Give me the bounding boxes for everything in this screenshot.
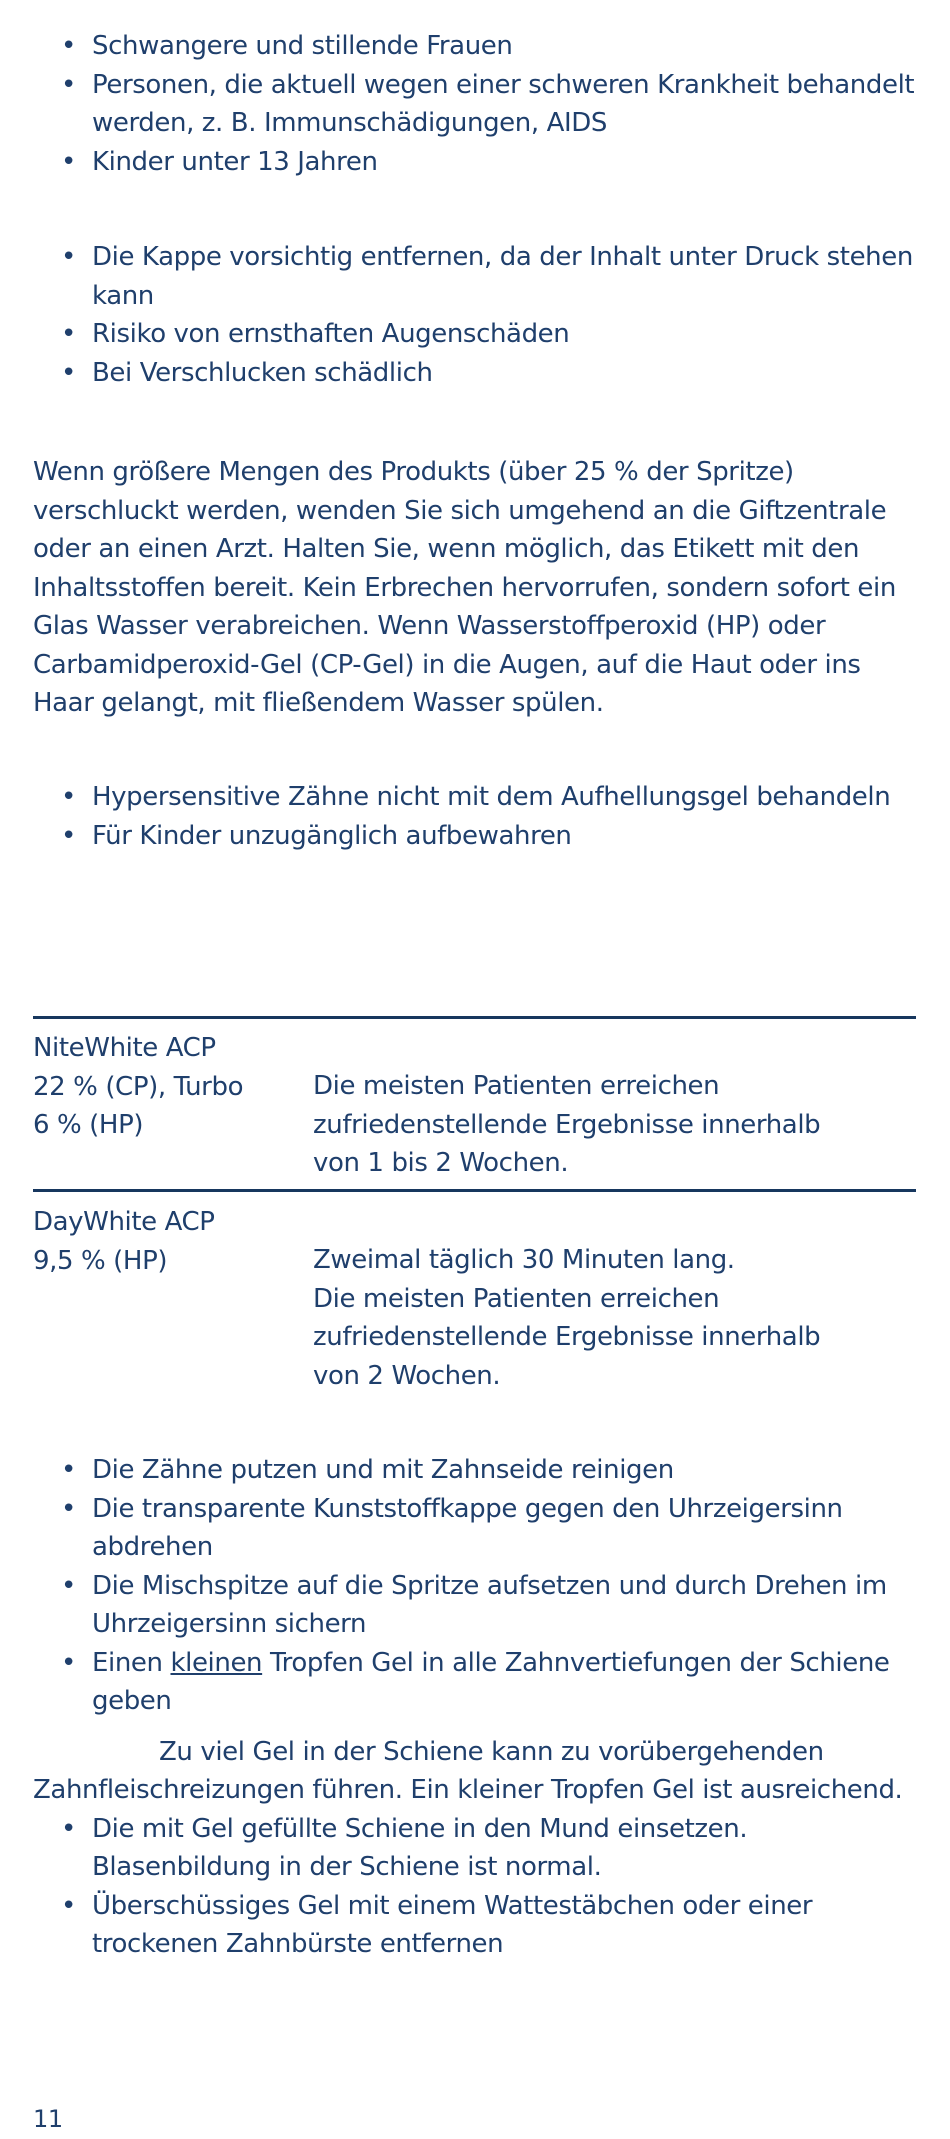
- list-item: • Die Kappe vorsichtig entfernen, da der Inhalt unter Druck stehen kann: [33, 238, 917, 315]
- description-line: Die meisten Patienten erreichen: [313, 1283, 720, 1314]
- note-text: Zu viel Gel in der Schiene kann zu vorübergehenden Zahnfleischreizungen führen. Ein kleiner Tropfen Gel ist ausreichend.: [33, 1736, 903, 1805]
- list-item: • Risiko von ernsthaften Augenschäden: [33, 315, 917, 354]
- warnings-list: [33, 238, 917, 392]
- list-item: • Schwangere und stillende Frauen: [33, 27, 917, 66]
- emphasized-word: kleinen: [170, 1647, 263, 1678]
- list-item: • Personen, die aktuell wegen einer schweren Krankheit behandelt werden, z. B. Immunschädigungen, AIDS: [33, 66, 917, 143]
- table-row-1-description: [313, 1067, 820, 1183]
- precautions-list: [33, 778, 917, 855]
- list-item-text: Einen: [92, 1647, 171, 1678]
- list-item: • Kinder unter 13 Jahren: [33, 143, 917, 182]
- description-line: zufriedenstellende Ergebnisse innerhalb: [313, 1109, 821, 1140]
- table-row-divider: [33, 1189, 916, 1192]
- product-name: NiteWhite ACP: [33, 1033, 216, 1063]
- contraindications-list-block: [33, 27, 917, 181]
- description-line: von 1 bis 2 Wochen.: [313, 1148, 569, 1178]
- instructions-list-continued: [33, 1810, 917, 1964]
- table-row-1-product: [33, 1029, 243, 1145]
- first-aid-paragraph-block: [33, 453, 917, 723]
- list-item: • Hypersensitive Zähne nicht mit dem Aufhellungsgel behandeln: [33, 778, 917, 817]
- description-line: von 2 Wochen.: [313, 1360, 501, 1391]
- warnings-list-block: [33, 238, 917, 392]
- product-concentration: 22 % (CP), Turbo: [33, 1071, 244, 1102]
- first-aid-paragraph: Wenn größere Mengen des Produkts (über 25 % der Spritze) verschluckt werden, wenden Sie sich umgehend an die Giftzentrale oder an einen Arzt. Halten Sie, wenn möglich, das Etikett mit den Inhaltsstoffen bereit. Kein Erbrechen hervorrufen, sondern sofort ein Glas Wasser verabreichen. Wenn Wasserstoffperoxid (HP) oder Carbamidperoxid-Gel (CP-Gel) in die Augen, auf die Haut oder ins Haar gelangt, mit fließendem Wasser spülen.: [33, 457, 896, 718]
- instructions-block: [33, 1451, 917, 1964]
- table-row-2-product: [33, 1203, 215, 1280]
- precautions-list-block: [33, 778, 917, 855]
- table-row-2-description: [313, 1241, 820, 1395]
- list-item: • Bei Verschlucken schädlich: [33, 354, 917, 393]
- page-number: 11: [33, 2105, 63, 2133]
- list-item: • Die Mischspitze auf die Spritze aufsetzen und durch Drehen im Uhrzeigersinn sichern: [33, 1567, 917, 1644]
- note-paragraph: [33, 1733, 917, 1810]
- list-item: • Die Zähne putzen und mit Zahnseide reinigen: [33, 1451, 917, 1490]
- description-line: zufriedenstellende Ergebnisse innerhalb: [313, 1322, 821, 1352]
- list-item-text: Tropfen Gel in alle Zahnvertiefungen der Schiene geben: [92, 1647, 890, 1716]
- contraindications-list: [33, 27, 917, 181]
- description-line: Zweimal täglich 30 Minuten lang.: [313, 1245, 735, 1275]
- list-item: • Für Kinder unzugänglich aufbewahren: [33, 817, 917, 856]
- instructions-list: [33, 1451, 917, 1721]
- list-item: • Überschüssiges Gel mit einem Wattestäbchen oder einer trockenen Zahnbürste entfernen: [33, 1887, 917, 1964]
- product-name: DayWhite ACP: [33, 1207, 215, 1237]
- product-concentration: 9,5 % (HP): [33, 1245, 168, 1276]
- table-top-rule: [33, 1016, 916, 1019]
- list-item: • Die transparente Kunststoffkappe gegen den Uhrzeigersinn abdrehen: [33, 1490, 917, 1567]
- list-item: [33, 1644, 917, 1721]
- list-item: • Die mit Gel gefüllte Schiene in den Mund einsetzen. Blasenbildung in der Schiene ist normal.: [33, 1810, 917, 1887]
- product-concentration: 6 % (HP): [33, 1110, 144, 1140]
- description-line: Die meisten Patienten erreichen: [313, 1071, 720, 1101]
